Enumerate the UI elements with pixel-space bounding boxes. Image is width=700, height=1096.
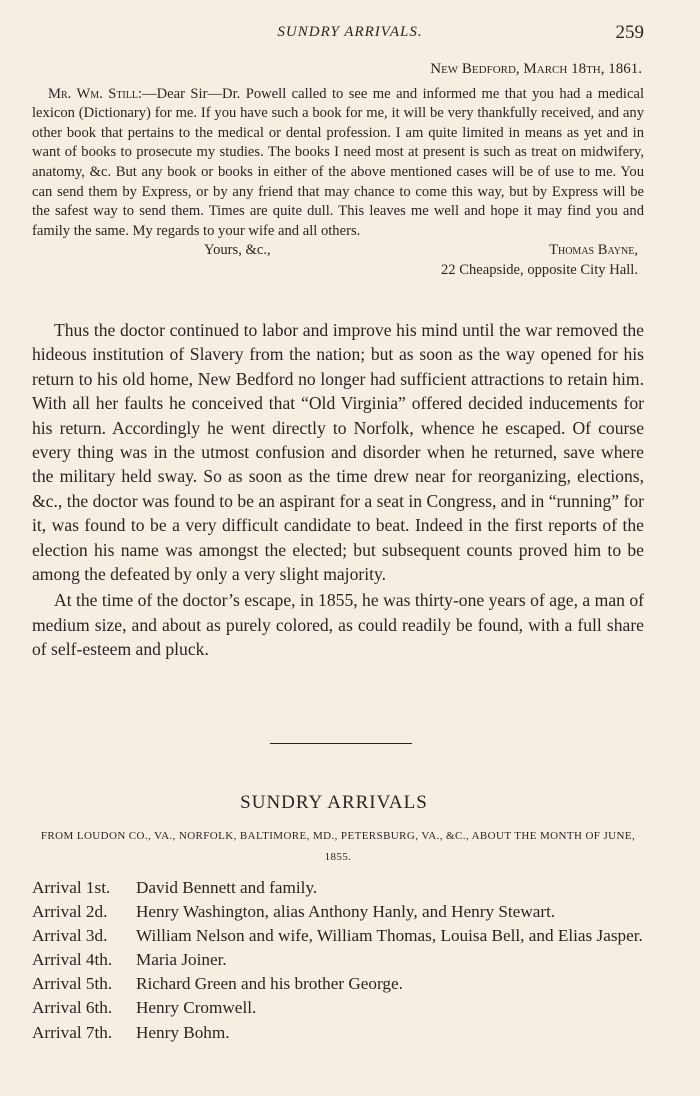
arrival-names: Henry Bohm. [136, 1022, 230, 1042]
running-title: SUNDRY ARRIVALS. [277, 24, 423, 40]
arrival-number: Arrival 1st. [32, 878, 111, 897]
section-subtitle: FROM LOUDON CO., VA., NORFOLK, BALTIMORE, MD., PETERSBURG, VA., &C., ABOUT THE MONTH OF JUNE, 1855. [40, 830, 636, 863]
paragraph: Thus the doctor continued to labor and improve his mind until the war removed the hideous institution of Slavery from the nation; but as soon as the way opened for his return to his old home, New Bedford no longer had sufficient attractions to retain him. With all her faults he conceived that “Old Virginia” offered decided inducements for his return. Accordingly he went directly to Norfolk, whence he escaped. Of course every thing was in the utmost confusion and disorder when he returned, save where the military held sway. So as soon as the time drew near for reorganizing, elections, &c., the doctor was found to be an aspirant for a seat in Congress, and in “running” for it, was found to be a very difficult candidate to beat. Indeed in the first reports of the election his name was amongst the elected; but subsequent counts proved him to be among the defeated by only a very slight majority. [32, 320, 644, 585]
arrival-names: David Bennett and family. [136, 878, 318, 897]
list-item [32, 924, 652, 948]
arrival-names: Henry Washington, alias Anthony Hanly, and Henry Stewart. [136, 902, 556, 922]
arrival-names: Maria Joiner. [136, 950, 227, 970]
letter-salutation-name: Mr. Wm. Still [48, 85, 138, 102]
arrival-names: William Nelson and wife, William Thomas, Louisa Bell, and Elias Jasper. [136, 926, 643, 946]
section-divider [270, 743, 412, 744]
arrival-names: Henry Cromwell. [136, 998, 257, 1018]
letter-signer: Thomas Bayne, [549, 242, 638, 259]
arrival-number: Arrival 7th. [32, 1022, 113, 1042]
list-item [32, 996, 652, 1020]
letter-address: 22 Cheapside, opposite City Hall. [441, 262, 638, 279]
letter-dateline: New Bedford, March 18th, 1861. [430, 61, 642, 77]
main-text [32, 318, 644, 662]
arrival-names: Richard Green and his brother George. [136, 974, 403, 994]
arrivals-list [32, 876, 652, 1045]
list-item [32, 1021, 652, 1045]
quoted-letter [32, 60, 644, 281]
arrival-number: Arrival 2d. [32, 902, 108, 922]
letter-body [32, 85, 644, 242]
letter-body-text: :—Dear Sir—Dr. Powell called to see me and informed me that you had a medical lexicon (Dictionary) for me. If you have such a book for me, it will be very thankfully received, and any other book that pertains to the medical or dental profession. I am quite limited in means as yet and in want of books to prosecute my studies. The books I need most at present is such as treat on midwifery, anatomy, &c. But any book or books in either of the above mentioned cases will be of use to me. You can send them by Express, or by any friend that may chance to come this way, but by Express will be the safest way to send them. Times are quite dull. This leaves me well and hope it may find you and family the same. My regards to your wife and all others. [32, 85, 644, 239]
arrival-number: Arrival 6th. [32, 998, 113, 1018]
list-item [32, 876, 652, 900]
arrival-number: Arrival 4th. [32, 950, 113, 970]
list-item [32, 948, 652, 972]
paragraph: At the time of the doctor’s escape, in 1855, he was thirty-one years of age, a man of medium size, and about as purely colored, as could readily be found, with a full share of self-esteem and pluck. [32, 590, 644, 660]
page-number: 259 [615, 22, 644, 43]
running-head [0, 22, 700, 46]
list-item [32, 972, 652, 996]
arrival-number: Arrival 5th. [32, 974, 113, 994]
letter-closing: Yours, &c., [204, 242, 271, 259]
list-item [32, 900, 652, 924]
section-title: SUNDRY ARRIVALS [240, 792, 428, 813]
letter-closing-line [32, 241, 644, 261]
arrival-number: Arrival 3d. [32, 926, 108, 946]
